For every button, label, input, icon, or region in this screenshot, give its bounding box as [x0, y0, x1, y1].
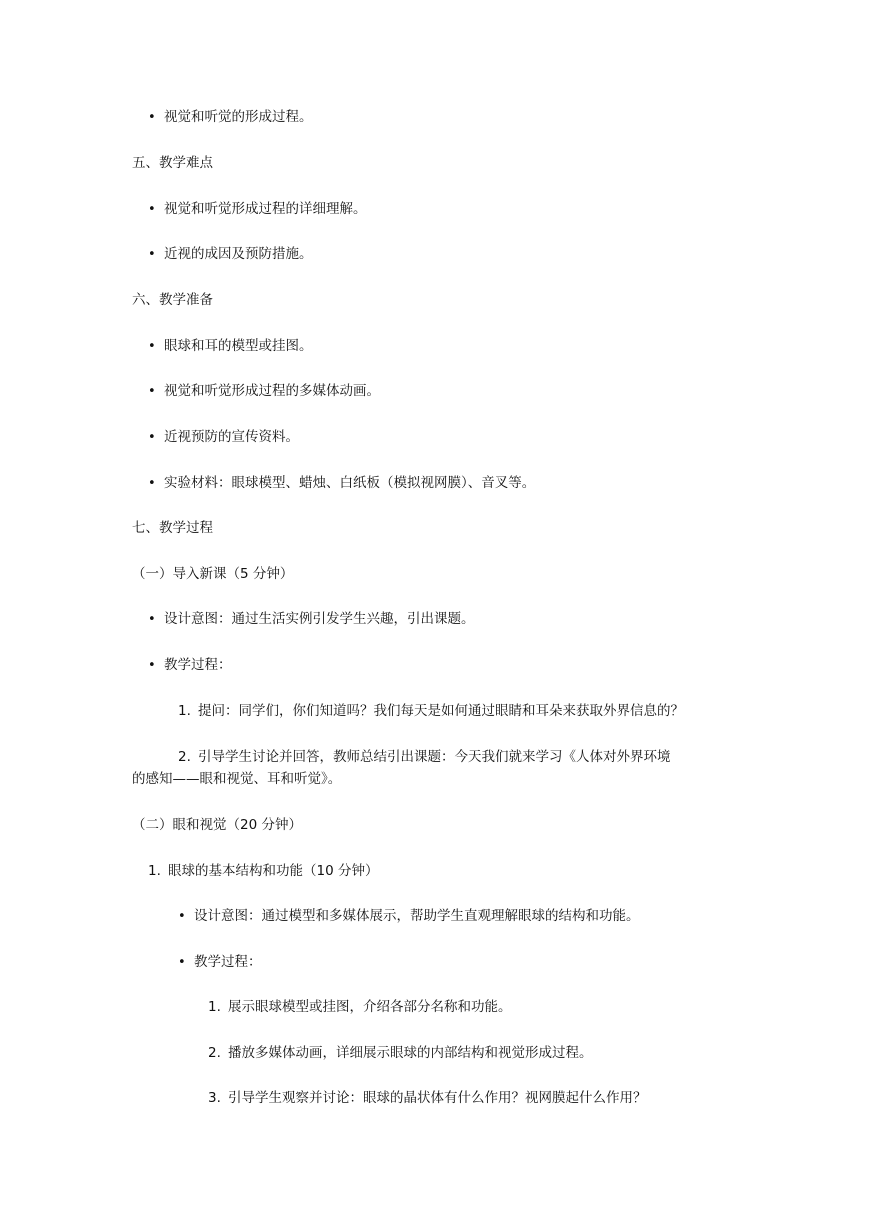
numbered-item: 1. 提问：同学们，你们知道吗？我们每天是如何通过眼睛和耳朵来获取外界信息的？	[178, 703, 684, 719]
bullet-item: • 视觉和听觉的形成过程。	[148, 108, 313, 127]
subsection-heading: （一）导入新课（5 分钟）	[132, 566, 294, 582]
bullet-item: • 教学过程：	[178, 953, 262, 972]
numbered-item: 3. 引导学生观察并讨论：眼球的晶状体有什么作用？视网膜起什么作用？	[208, 1090, 647, 1106]
bullet-item: • 近视的成因及预防措施。	[148, 245, 313, 264]
section-heading: 七、教学过程	[132, 520, 213, 536]
subsection-heading: （二）眼和视觉（20 分钟）	[132, 817, 302, 833]
section-heading: 六、教学准备	[132, 292, 213, 308]
bullet-item: • 教学过程：	[148, 656, 232, 675]
bullet-item: • 近视预防的宣传资料。	[148, 428, 299, 447]
numbered-item: 1. 眼球的基本结构和功能（10 分钟）	[148, 863, 379, 879]
bullet-item: • 实验材料：眼球模型、蜡烛、白纸板（模拟视网膜）、音叉等。	[148, 474, 535, 493]
numbered-item: 1. 展示眼球模型或挂图，介绍各部分名称和功能。	[208, 999, 512, 1015]
numbered-item: 2. 播放多媒体动画，详细展示眼球的内部结构和视觉形成过程。	[208, 1045, 593, 1061]
bullet-item: • 视觉和听觉形成过程的详细理解。	[148, 200, 367, 219]
bullet-item: • 设计意图：通过模型和多媒体展示，帮助学生直观理解眼球的结构和功能。	[178, 907, 640, 926]
bullet-item: • 眼球和耳的模型或挂图。	[148, 337, 313, 356]
numbered-item-continuation: 的感知——眼和视觉、耳和听觉》。	[132, 771, 342, 787]
bullet-item: • 视觉和听觉形成过程的多媒体动画。	[148, 382, 380, 401]
section-heading: 五、教学难点	[132, 155, 213, 171]
numbered-item: 2. 引导学生讨论并回答，教师总结引出课题：今天我们就来学习《人体对外界环境	[178, 749, 671, 765]
bullet-item: • 设计意图：通过生活实例引发学生兴趣，引出课题。	[148, 610, 475, 629]
